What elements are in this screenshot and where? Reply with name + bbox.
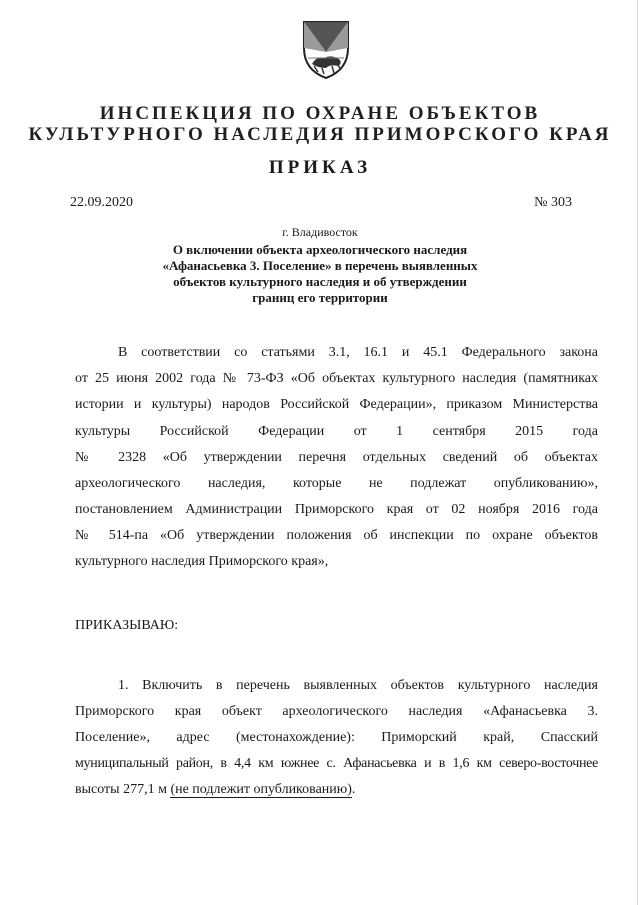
not-published-note: (не подлежит опубликованию): [170, 782, 352, 797]
document-type-title: ПРИКАЗ: [268, 157, 372, 178]
subject-line: объектов культурного наследия и об утверждении: [173, 274, 467, 289]
organization-name-line1: ИНСПЕКЦИЯ ПО ОХРАНЕ ОБЪЕКТОВ: [99, 103, 541, 124]
item-line: Поселение», адрес (местонахождение): Приморский край, Спасский: [75, 730, 598, 745]
item-last-line: [75, 782, 598, 798]
item-last-line-end: .: [351, 782, 356, 797]
subject-line: О включении объекта археологического наследия: [172, 242, 468, 257]
preamble-line: постановлением Администрации Приморского края от 02 ноября 2016 года: [75, 502, 598, 517]
order-subject: [130, 242, 510, 306]
item-line: 1. Включить в перечень выявленных объектов культурного наследия: [118, 678, 598, 693]
order-word: ПРИКАЗЫВАЮ:: [75, 618, 179, 633]
order-number: № 303: [534, 195, 572, 210]
preamble-line: от 25 июня 2002 года № 73-ФЗ «Об объектах культурного наследия (памятниках: [75, 371, 598, 386]
item-line: муниципальный район, в 4,4 км южнее с. Афанасьевка и в 1,6 км северо-восточнее: [75, 756, 598, 771]
preamble-line: В соответствии со статьями 3.1, 16.1 и 45.1 Федерального закона: [118, 345, 598, 360]
subject-line: границ его территории: [252, 290, 388, 305]
item-last-line-start: высоты 277,1 м: [75, 782, 171, 797]
preamble-line: археологического наследия, которые не подлежат опубликованию»,: [75, 476, 598, 491]
preamble-line: культурного наследия Приморского края»,: [75, 554, 329, 569]
preamble-line: истории и культуры) народов Российской Федерации», приказом Министерства: [75, 397, 598, 412]
order-city: г. Владивосток: [282, 225, 358, 239]
preamble-line: культуры Российской Федерации от 1 сентября 2015 года: [75, 424, 598, 439]
coat-of-arms-icon: [300, 18, 352, 82]
order-date: 22.09.2020: [70, 195, 133, 210]
item-line: Приморского края объект археологического наследия «Афанасьевка 3.: [75, 704, 598, 719]
preamble-line: № 514-па «Об утверждении положения об инспекции по охране объектов: [75, 528, 598, 543]
organization-name-line2: КУЛЬТУРНОГО НАСЛЕДИЯ ПРИМОРСКОГО КРАЯ: [28, 124, 612, 145]
preamble-line: № 2328 «Об утверждении перечня отдельных сведений об объектах: [75, 450, 598, 465]
subject-line: «Афанасьевка 3. Поселение» в перечень выявленных: [162, 258, 478, 273]
